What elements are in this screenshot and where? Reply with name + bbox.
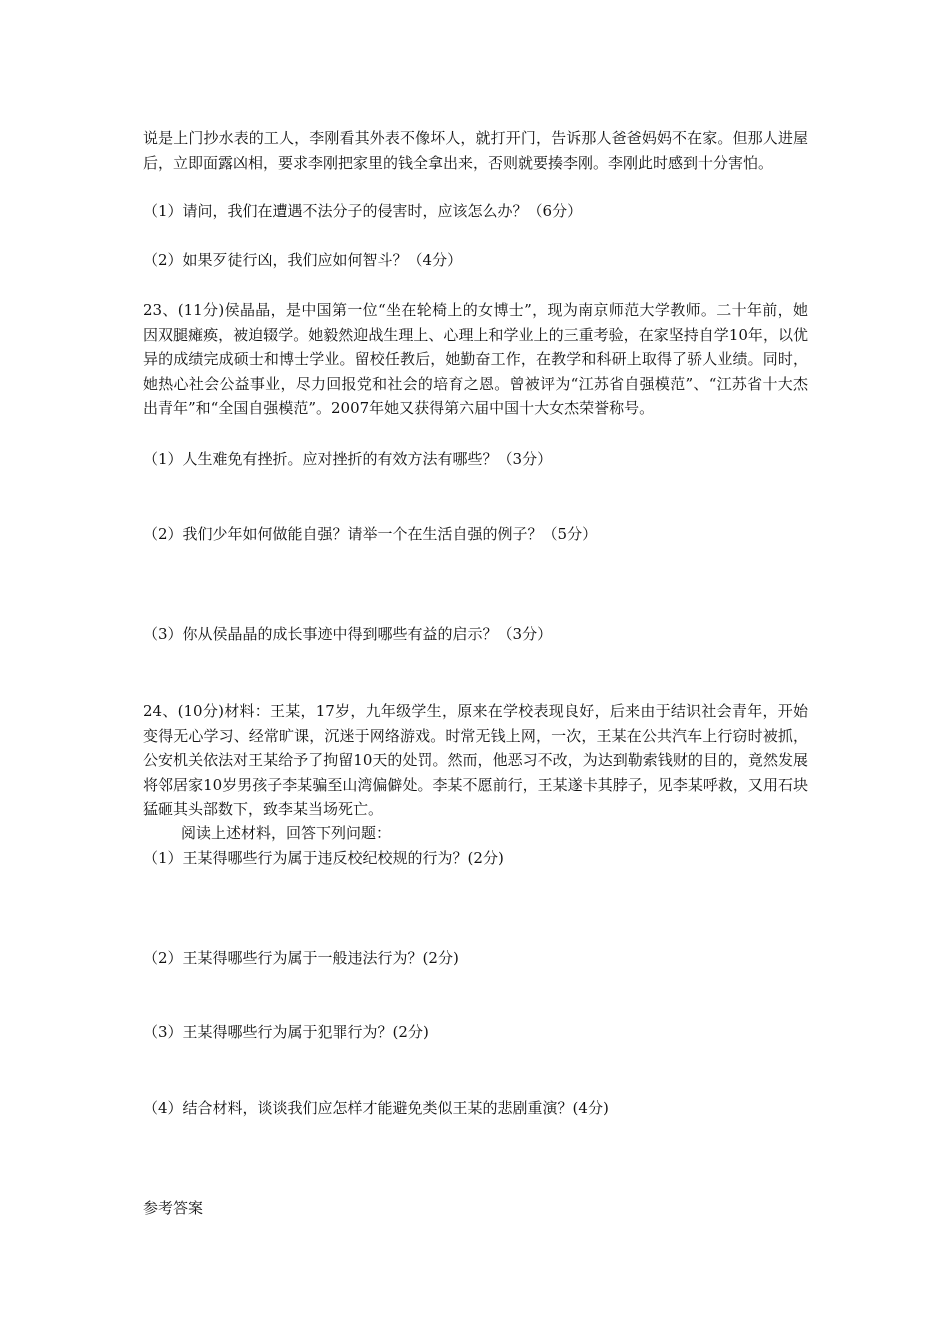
intro-paragraph: 说是上门抄水表的工人，李刚看其外表不像坏人，就打开门，告诉那人爸爸妈妈不在家。但那人进屋后，立即面露凶相，要求李刚把家里的钱全拿出来，否则就要揍李刚。李刚此时感到十分害怕。 [143, 129, 808, 172]
q24-sub4: （4）结合材料，谈谈我们应怎样才能避免类似王某的悲剧重演？(4分) [143, 1099, 609, 1117]
q23-material: 23、(11分)侯晶晶，是中国第一位“坐在轮椅上的女博士”，现为南京师范大学教师。二十年前，她因双腿瘫痪，被迫辍学。她毅然迎战生理上、心理上和学业上的三重考验，在家坚持自学10年，以优异的成绩完成硕士和博士学业。留校任教后，她勤奋工作，在教学和科研上取得了骄人业绩。同时，她热心社会公益事业，尽力回报党和社会的培育之恩。曾被评为“江苏省自强模范”、“江苏省十大杰出青年”和“全国自强模范”。2007年她又获得第六届中国十大女杰荣誉称号。 [143, 301, 808, 417]
q24-sub2: （2）王某得哪些行为属于一般违法行为？(2分) [143, 949, 459, 967]
answers-heading: 参考答案 [143, 1199, 204, 1217]
q22-sub1: （1）请问，我们在遭遇不法分子的侵害时，应该怎么办？（6分） [143, 202, 583, 220]
q24-material: 24、(10分)材料：王某，17岁，九年级学生，原来在学校表现良好，后来由于结识社会青年，开始变得无心学习、经常旷课，沉迷于网络游戏。时常无钱上网，一次，王某在公共汽车上行窃时被抓，公安机关依法对王某给予了拘留10天的处罚。然而，他恶习不改，为达到勒索钱财的目的，竟然发展将邻居家10岁男孩子李某骗至山湾偏僻处。李某不愿前行，王某遂卡其脖子，见李某呼救，又用石块猛砸其头部数下，致李某当场死亡。 [143, 702, 808, 818]
q23-sub2: （2）我们少年如何做能自强？请举一个在生活自强的例子？（5分） [143, 525, 598, 543]
q24-sub3: （3）王某得哪些行为属于犯罪行为？(2分) [143, 1023, 429, 1041]
q24-sub1: （1）王某得哪些行为属于违反校纪校规的行为？(2分) [143, 849, 504, 867]
q23-sub1: （1）人生难免有挫折。应对挫折的有效方法有哪些？（3分） [143, 450, 553, 468]
q23-sub3: （3）你从侯晶晶的成长事迹中得到哪些有益的启示？（3分） [143, 625, 553, 643]
q24-instruction: 阅读上述材料，回答下列问题： [181, 824, 392, 842]
q22-sub2: （2）如果歹徒行凶，我们应如何智斗？（4分） [143, 251, 463, 269]
